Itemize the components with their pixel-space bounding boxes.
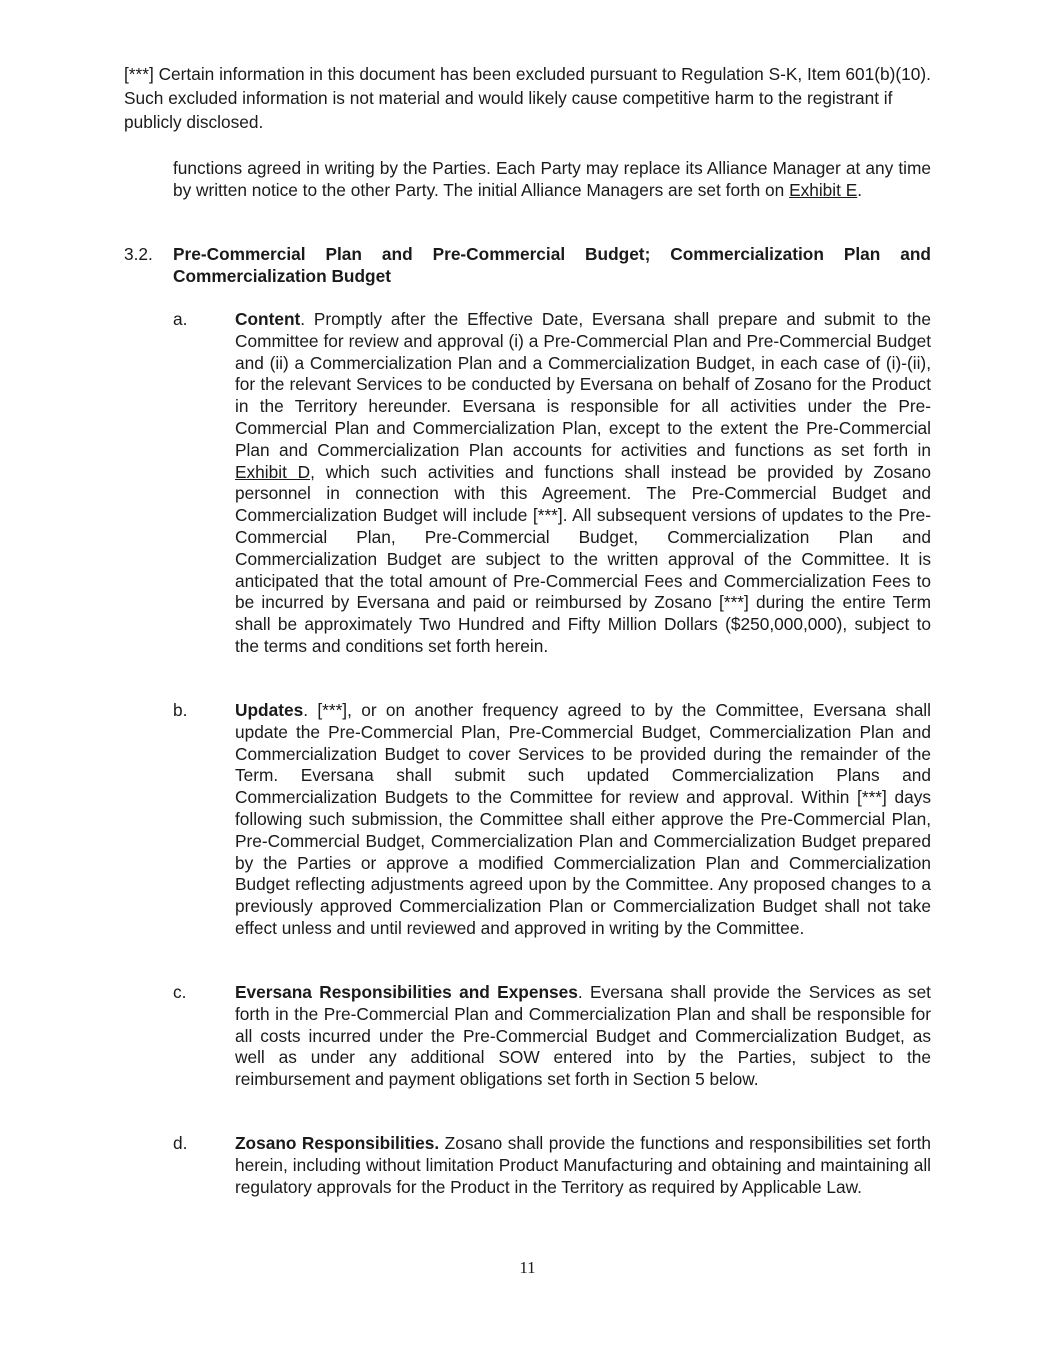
continued-paragraph xyxy=(173,157,931,201)
item-heading: Content xyxy=(235,309,301,329)
redaction-notice: [***] Certain information in this document has been excluded pursuant to Regulation S-K, Item 601(b)(10). Such excluded information is not material and would likely cause competitive harm to the registrant if publicly disclosed. xyxy=(124,64,931,132)
item-heading: Updates xyxy=(235,700,304,720)
page-number: 11 xyxy=(519,1258,536,1277)
item-heading: Eversana Responsibilities and Expenses xyxy=(235,982,578,1002)
item-text-cont: , which such activities and functions shall instead be provided by Zosano personnel in connection with this Agreement. The Pre-Commercial Budget and Commercialization Budget will include [***]. All subsequent versions of updates to the Pre-Commercial Plan, Pre-Commercial Budget, Commercialization Plan and Commercialization Budget are subject to the written approval of the Committee. It is anticipated that the total amount of Pre-Commercial Fees and Commercialization Fees to be incurred by Eversana and paid or reimbursed by Zosano [***] during the entire Term shall be approximately Two Hundred and Fifty Million Dollars ($250,000,000), subject to the terms and conditions set forth herein. xyxy=(235,461,931,656)
item-body xyxy=(235,700,931,940)
item-text: Promptly after the Effective Date, Eversana shall prepare and submit to the Committee for review and approval (i) a Pre-Commercial Plan and Pre-Commercial Budget and (ii) a Commercialization Plan and a Commercialization Budget, in each case of (i)-(ii), for the relevant Services to be conducted by Eversana on behalf of Zosano for the Product in the Territory hereunder. Eversana is responsible for all activities under the Pre-Commercial Plan and Commercialization Plan, except to the extent the Pre-Commercial Plan and Commercialization Plan accounts for activities and functions as set forth in xyxy=(235,309,931,460)
item-body xyxy=(235,309,931,658)
section-number: 3.2. xyxy=(124,244,153,264)
item-letter: d. xyxy=(173,1133,188,1153)
continued-text-end: . xyxy=(857,180,863,200)
section-title: Pre-Commercial Plan and Pre-Commercial Budget; Commercialization Plan and Commercialization Budget xyxy=(173,244,931,286)
item-letter: b. xyxy=(173,700,188,720)
item-heading-punct: . xyxy=(300,309,306,329)
item-text: Zosano shall provide the functions and responsibilities set forth herein, including without limitation Product Manufacturing and obtaining and maintaining all regulatory approvals for the Product in the Territory as required by Applicable Law. xyxy=(235,1133,931,1197)
exhibit-d-link: Exhibit D xyxy=(235,461,311,482)
item-heading-punct: . xyxy=(577,982,583,1002)
item-heading-punct: . xyxy=(303,700,308,720)
item-heading: Zosano Responsibilities. xyxy=(235,1133,440,1153)
continued-text: functions agreed in writing by the Parties. Each Party may replace its Alliance Manager at any time by written notice to the other Party. The initial Alliance Managers are set forth on xyxy=(173,158,931,200)
item-body xyxy=(235,982,931,1091)
item-letter: a. xyxy=(173,309,188,329)
item-text: Eversana shall provide the Services as set forth in the Pre-Commercial Plan and Commercialization Plan and shall be responsible for all costs incurred under the Pre-Commercial Budget and Commercialization Budget, as well as under any additional SOW entered into by the Parties, subject to the reimbursement and payment obligations set forth in Section 5 below. xyxy=(235,982,931,1090)
item-letter: c. xyxy=(173,982,187,1002)
item-text: [***], or on another frequency agreed to by the Committee, Eversana shall update the Pre-Commercial Plan, Pre-Commercial Budget, Commercialization Plan and Commercialization Budget to cover Services to be provided during the remainder of the Term. Eversana shall submit such updated Commercialization Plans and Commercialization Budgets to the Committee for review and approval. Within [***] days following such submission, the Committee shall either approve the Pre-Commercial Plan, Pre-Commercial Budget, Commercialization Plan and Commercialization Budget prepared by the Parties or approve a modified Commercialization Plan and Commercialization Budget reflecting adjustments agreed upon by the Committee. Any proposed changes to a previously approved Commercialization Plan or Commercialization Budget shall not take effect unless and until reviewed and approved in writing by the Committee. xyxy=(235,700,931,938)
item-body xyxy=(235,1133,931,1198)
exhibit-e-link: Exhibit E xyxy=(789,180,858,200)
